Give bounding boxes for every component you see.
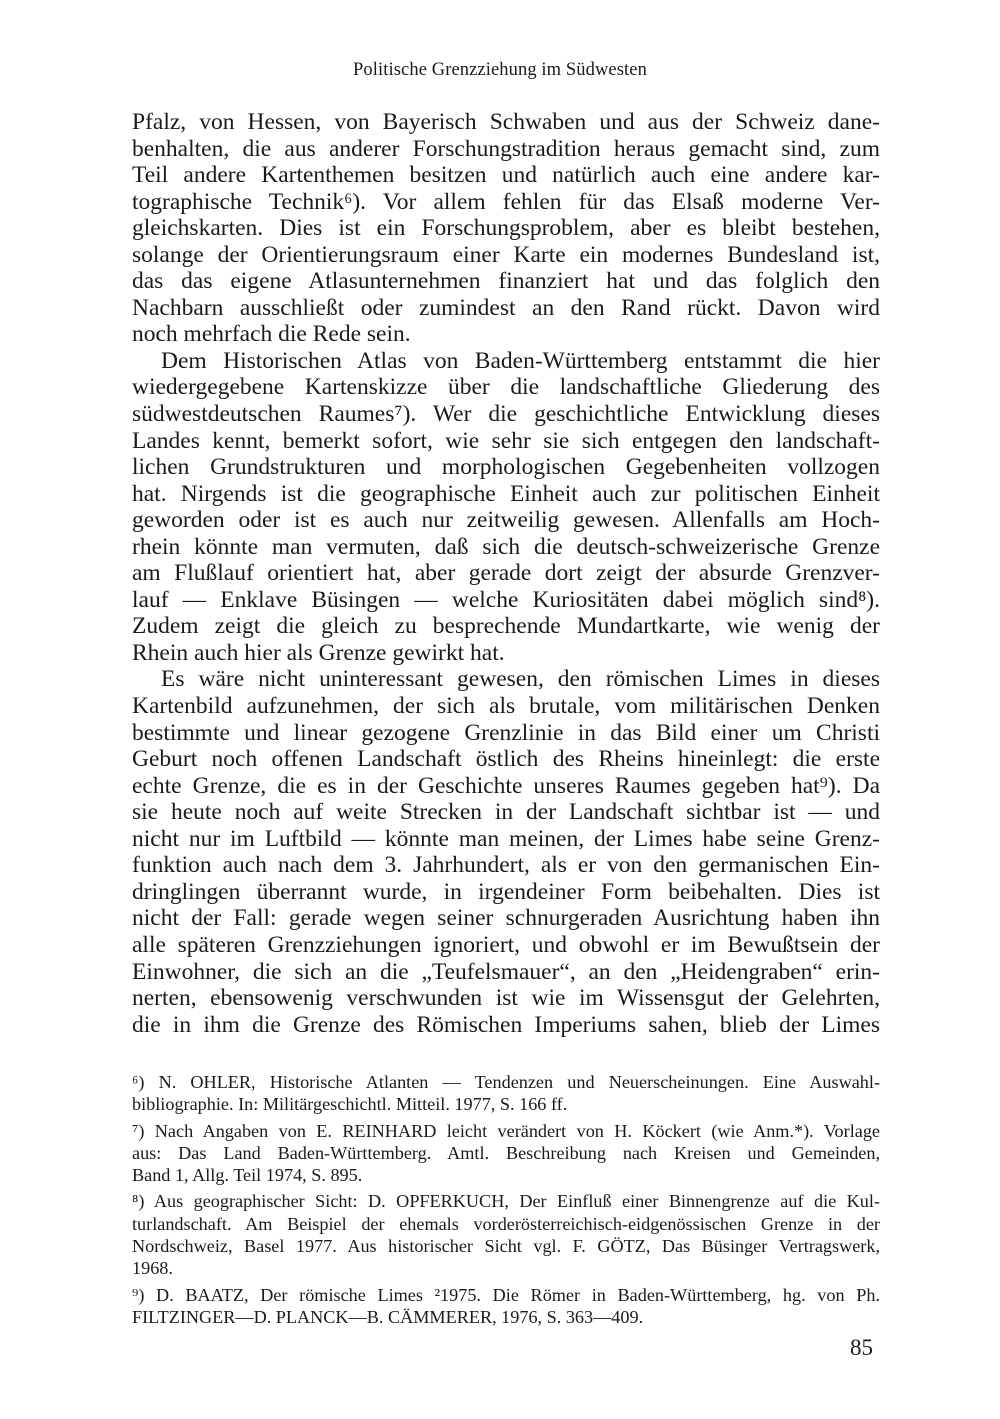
text-line: noch mehrfach die Rede sein. bbox=[132, 321, 411, 348]
footnotes bbox=[132, 1071, 880, 1328]
text-line: nerten, ebensowenig verschwunden ist wie im Wissensgut der Gelehrten, bbox=[132, 985, 880, 1012]
footnote-line: 1968. bbox=[132, 1258, 173, 1279]
text-line: funktion auch nach dem 3. Jahrhundert, als er von den germanischen Ein- bbox=[132, 852, 880, 879]
footnote-line: ⁸) Aus geographischer Sicht: D. OPFERKUCH, Der Einfluß einer Binnengrenze auf die Kul- bbox=[132, 1191, 880, 1212]
footnote-6 bbox=[132, 1071, 880, 1116]
footnote-line: ⁷) Nach Angaben von E. REINHARD leicht verändert von H. Köckert (wie Anm.*). Vorlage bbox=[132, 1120, 880, 1141]
text-line: Kartenbild aufzunehmen, der sich als brutale, vom militärischen Denken bbox=[132, 693, 880, 720]
paragraph bbox=[132, 348, 880, 667]
body-text bbox=[132, 109, 880, 1038]
text-line: geworden oder ist es auch nur zeitweilig gewesen. Allenfalls am Hoch- bbox=[132, 507, 880, 534]
footnote-line: FILTZINGER—D. PLANCK—B. CÄMMERER, 1976, S. 363—409. bbox=[132, 1306, 644, 1327]
paragraph bbox=[132, 666, 880, 1038]
text-line: Rhein auch hier als Grenze gewirkt hat. bbox=[132, 639, 505, 666]
text-line: am Flußlauf orientiert hat, aber gerade dort zeigt der absurde Grenzver- bbox=[132, 560, 880, 587]
text-line: alle späteren Grenzziehungen ignoriert, und obwohl er im Bewußtsein der bbox=[132, 931, 880, 958]
text-line: tographische Technik⁶). Vor allem fehlen für das Elsaß moderne Ver- bbox=[132, 188, 880, 215]
footnote-line: ⁹) D. BAATZ, Der römische Limes ²1975. Die Römer in Baden-Württemberg, hg. von Ph. bbox=[132, 1284, 880, 1305]
text-line: südwestdeutschen Raumes⁷). Wer die geschichtliche Entwicklung dieses bbox=[132, 401, 880, 428]
text-line: echte Grenze, die es in der Geschichte unseres Raumes gegeben hat⁹). Da bbox=[132, 772, 880, 799]
footnote-line: ⁶) N. OHLER, Historische Atlanten — Tendenzen und Neuerscheinungen. Eine Auswahl- bbox=[132, 1072, 880, 1092]
text-line: wiedergegebene Kartenskizze über die landschaftliche Gliederung des bbox=[132, 374, 880, 401]
footnote-line: Nordschweiz, Basel 1977. Aus historischer Sicht vgl. F. GÖTZ, Das Büsinger Vertragswerk, bbox=[132, 1236, 880, 1257]
page-number: 85 bbox=[850, 1335, 873, 1360]
text-line: gleichskarten. Dies ist ein Forschungsproblem, aber es bleibt bestehen, bbox=[132, 215, 880, 242]
footnote-7 bbox=[132, 1120, 880, 1187]
paragraph bbox=[132, 109, 880, 348]
running-head: Politische Grenzziehung im Südwesten bbox=[353, 60, 647, 80]
text-line: solange der Orientierungsraum einer Karte ein modernes Bundesland ist, bbox=[132, 241, 880, 268]
text-line: Geburt noch offenen Landschaft östlich des Rheins hineinlegt: die erste bbox=[132, 746, 880, 773]
text-line: nicht der Fall: gerade wegen seiner schnurgeraden Ausrichtung haben ihn bbox=[132, 905, 880, 932]
text-line: Dem Historischen Atlas von Baden-Württemberg entstammt die hier bbox=[161, 347, 880, 374]
footnote-line: aus: Das Land Baden-Württemberg. Amtl. Beschreibung nach Kreisen und Gemeinden, bbox=[132, 1142, 880, 1163]
text-line: Einwohner, die sich an die „Teufelsmauer“, an den „Heidengraben“ erin- bbox=[132, 958, 880, 985]
footnote-line: turlandschaft. Am Beispiel der ehemals vorderösterreichisch-eidgenössischen Grenze in der bbox=[132, 1213, 880, 1234]
text-line: Zudem zeigt die gleich zu besprechende Mundartkarte, wie wenig der bbox=[132, 613, 880, 640]
text-line: rhein könnte man vermuten, daß sich die deutsch-schweizerische Grenze bbox=[132, 533, 880, 560]
footnote-9 bbox=[132, 1284, 880, 1329]
text-line: Nachbarn ausschließt oder zumindest an den Rand rückt. Davon wird bbox=[132, 294, 880, 321]
text-line: benhalten, die aus anderer Forschungstradition heraus gemacht sind, zum bbox=[132, 135, 880, 162]
text-line: dringlingen überrannt wurde, in irgendeiner Form beibehalten. Dies ist bbox=[132, 878, 880, 905]
text-line: lauf — Enklave Büsingen — welche Kuriositäten dabei möglich sind⁸). bbox=[132, 586, 880, 613]
text-line: lichen Grundstrukturen und morphologischen Gegebenheiten vollzogen bbox=[132, 454, 880, 481]
footnote-line: bibliographie. In: Militärgeschichtl. Mitteil. 1977, S. 166 ff. bbox=[132, 1094, 568, 1115]
text-line: Landes kennt, bemerkt sofort, wie sehr sie sich entgegen den landschaft- bbox=[132, 427, 880, 454]
text-line: Pfalz, von Hessen, von Bayerisch Schwaben und aus der Schweiz dane- bbox=[132, 109, 880, 135]
text-line: das das eigene Atlasunternehmen finanziert hat und das folglich den bbox=[132, 268, 880, 295]
text-line: sie heute noch auf weite Strecken in der Landschaft sichtbar ist — und bbox=[132, 799, 880, 826]
footnote-8 bbox=[132, 1190, 880, 1279]
text-line: bestimmte und linear gezogene Grenzlinie in das Bild einer um Christi bbox=[132, 719, 880, 746]
footnote-line: Band 1, Allg. Teil 1974, S. 895. bbox=[132, 1165, 363, 1186]
text-line: nicht nur im Luftbild — könnte man meinen, der Limes habe seine Grenz- bbox=[132, 825, 880, 852]
text-line: hat. Nirgends ist die geographische Einheit auch zur politischen Einheit bbox=[132, 480, 880, 507]
text-line: Es wäre nicht uninteressant gewesen, den römischen Limes in dieses bbox=[161, 666, 880, 693]
text-line: die in ihm die Grenze des Römischen Imperiums sahen, blieb der Limes bbox=[132, 1011, 880, 1038]
text-line: Teil andere Kartenthemen besitzen und natürlich auch eine andere kar- bbox=[132, 162, 880, 189]
